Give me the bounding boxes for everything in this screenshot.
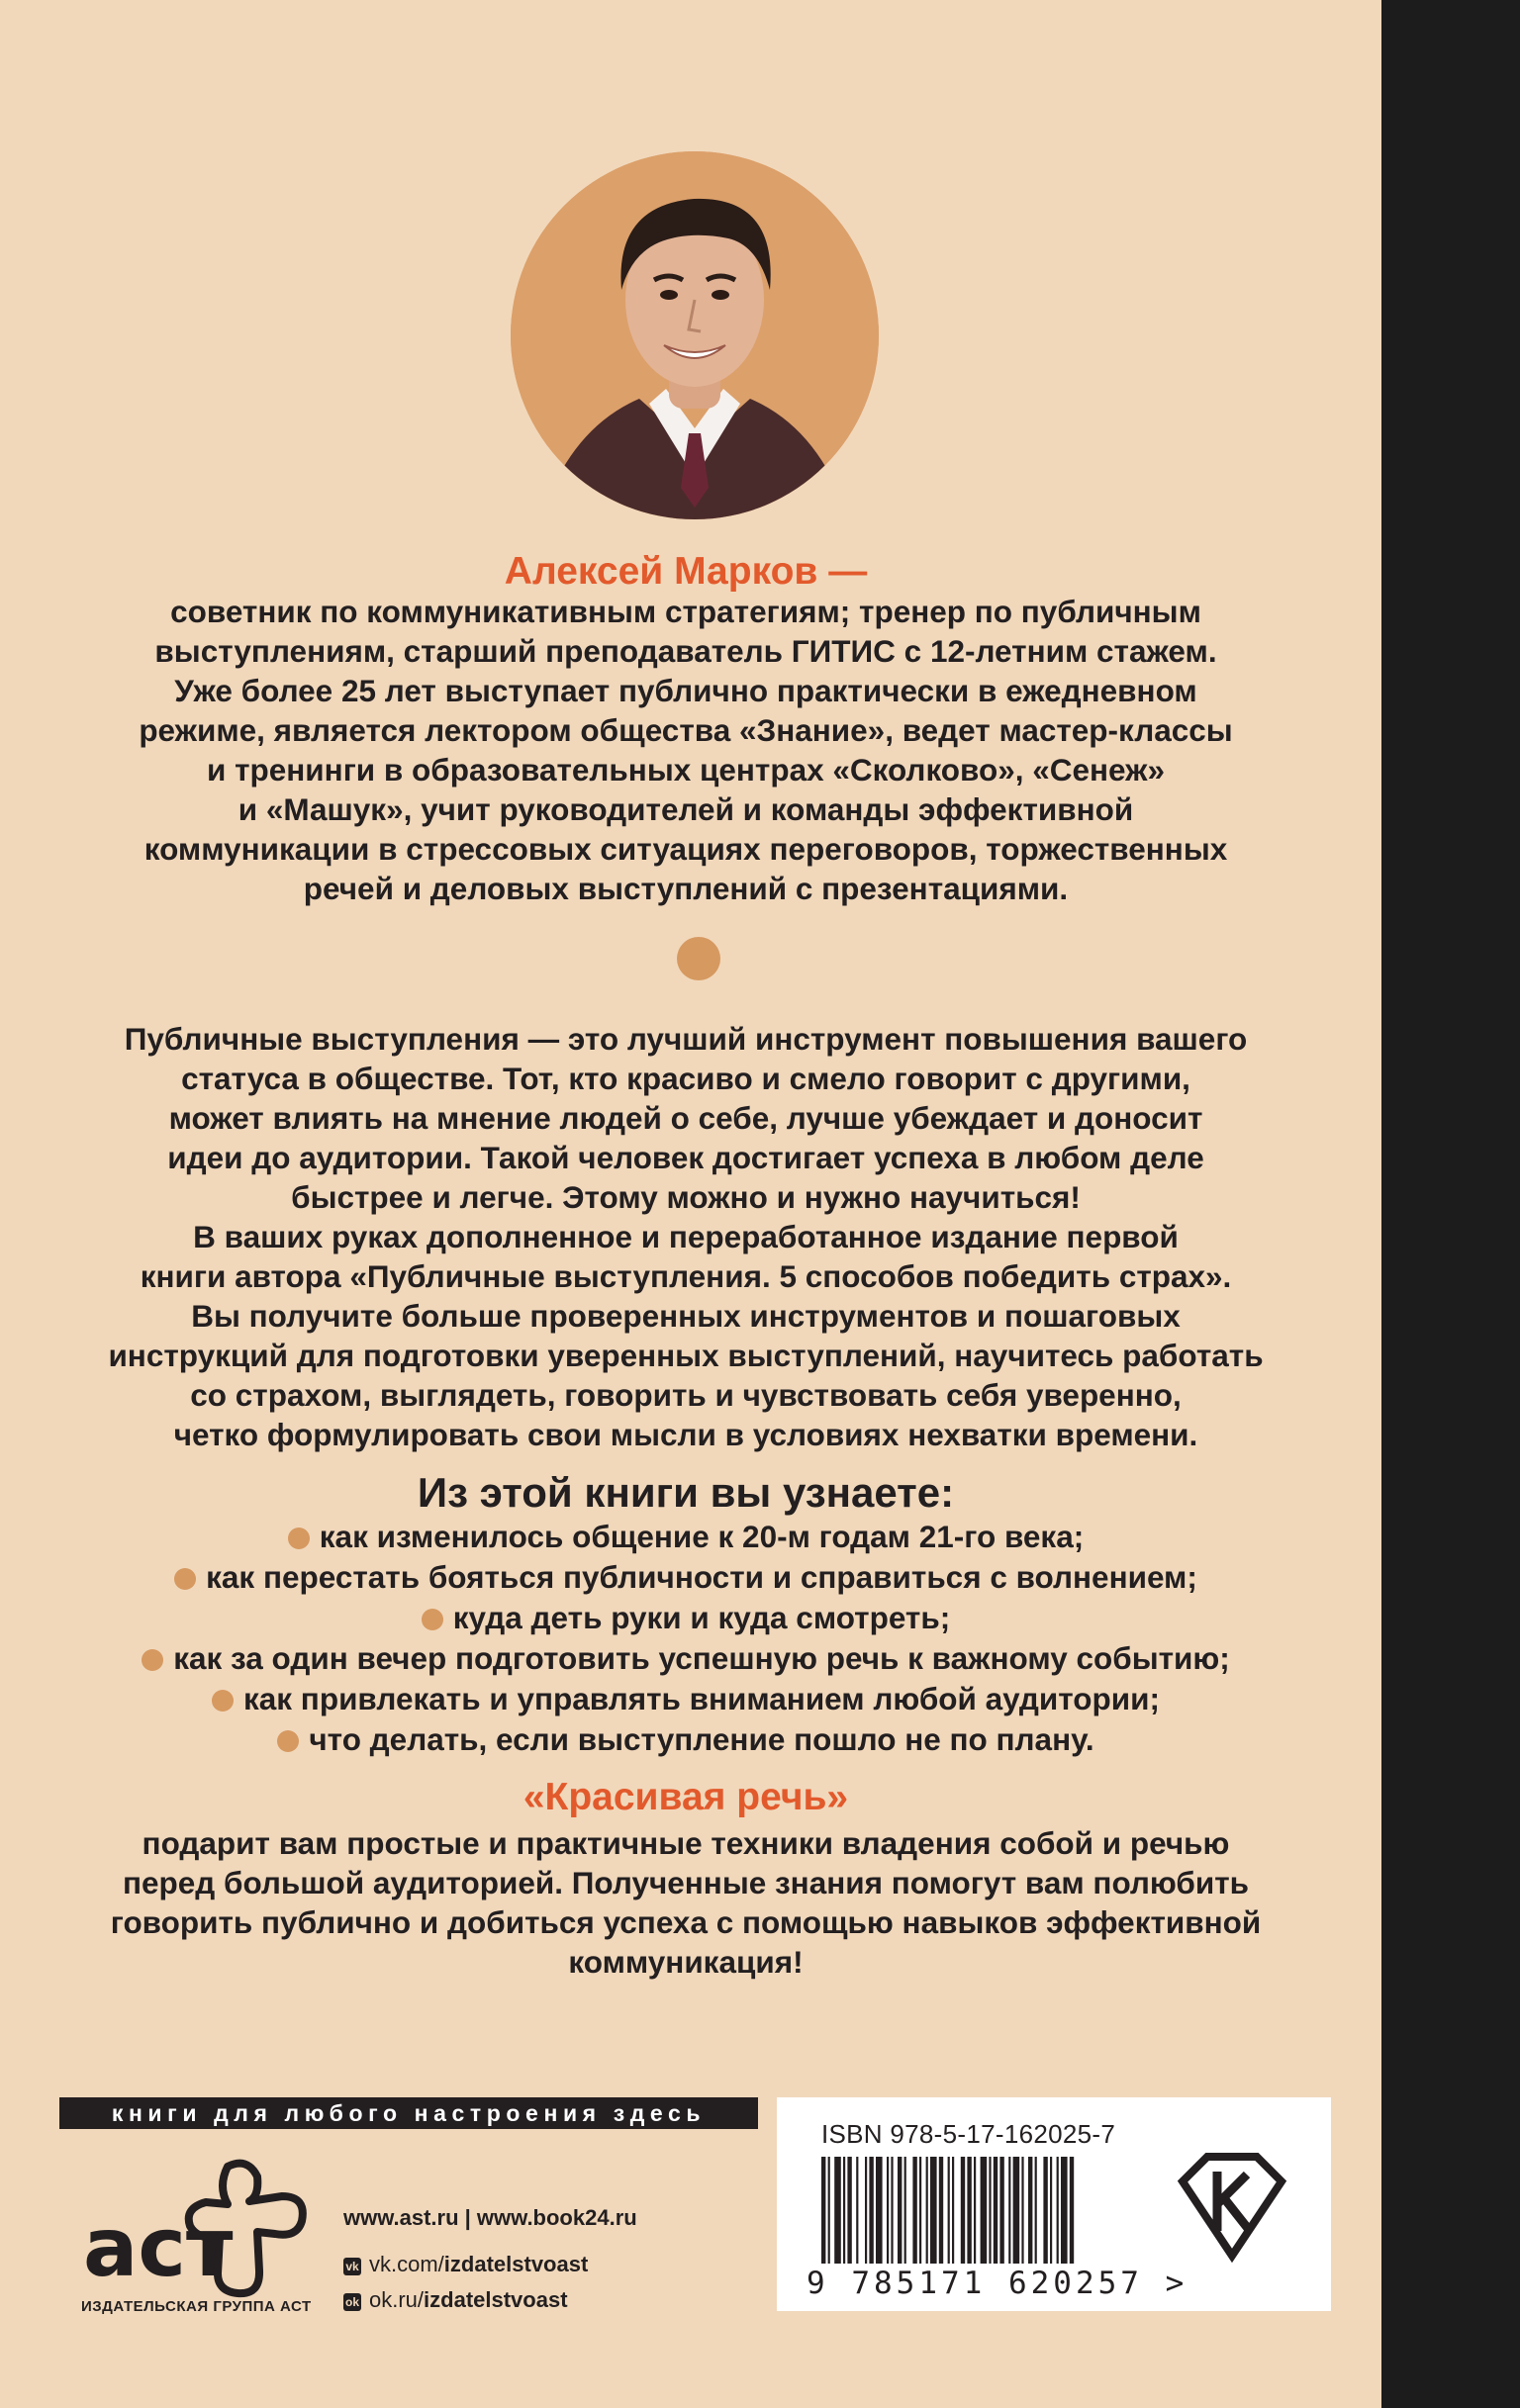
bullet-dot-icon xyxy=(422,1609,443,1630)
bullet-dot-icon xyxy=(142,1649,163,1671)
bullet-dot-icon xyxy=(174,1568,196,1590)
publisher-tagline: книги для любого настроения здесь xyxy=(59,2097,758,2129)
barcode-bar xyxy=(843,2157,845,2264)
bio-line: выступлениям, старший преподаватель ГИТИС с 12-летним стажем. xyxy=(154,633,1217,669)
description-line: быстрее и легче. Этому можно и нужно научиться! xyxy=(291,1179,1081,1215)
barcode-bar xyxy=(887,2157,889,2264)
learn-item: куда деть руки и куда смотреть; xyxy=(59,1598,1312,1638)
author-name-heading: Алексей Марков — xyxy=(504,550,868,593)
closing-heading: «Красивая речь» xyxy=(522,1776,849,1818)
k-diamond-logo xyxy=(1163,2137,1301,2275)
barcode-bar xyxy=(898,2157,902,2264)
barcode-bar xyxy=(994,2157,998,2264)
ean-digits: 9 785171 620257 > xyxy=(807,2266,1188,2301)
learn-list xyxy=(59,1517,1312,1760)
closing-line: подарит вам простые и практичные техники владения собой и речью xyxy=(142,1825,1230,1861)
description-line: четко формулировать свои мысли в условиях нехватки времени. xyxy=(173,1417,1198,1452)
barcode-bar xyxy=(869,2157,873,2264)
barcode-bar xyxy=(1008,2157,1010,2264)
websites-links[interactable]: www.ast.ru | www.book24.ru xyxy=(343,2205,637,2230)
ast-logo xyxy=(79,2147,322,2305)
description-line: статуса в обществе. Тот, кто красиво и смело говорит с другими, xyxy=(181,1061,1190,1096)
bio-line: и тренинги в образовательных центрах «Сколково», «Сенеж» xyxy=(206,752,1166,787)
barcode-bar xyxy=(904,2157,906,2264)
barcode-bar xyxy=(847,2157,851,2264)
description-line: со страхом, выглядеть, говорить и чувствовать себя уверенно, xyxy=(190,1377,1182,1413)
barcode-bar xyxy=(876,2157,883,2264)
bullet-dot-icon xyxy=(288,1528,310,1549)
barcode-bar xyxy=(1021,2157,1023,2264)
barcode-bar xyxy=(828,2157,830,2264)
learn-item: как за один вечер подготовить успешную речь к важному событию; xyxy=(59,1638,1312,1679)
bio-line: коммуникации в стрессовых ситуациях переговоров, торжественных xyxy=(143,831,1228,867)
barcode-bar xyxy=(821,2157,825,2264)
ok-link[interactable]: ok ok.ru/izdatelstvoast xyxy=(344,2287,568,2312)
bio-line: советник по коммуникативным стратегиям; тренер по публичным xyxy=(170,594,1201,629)
barcode-bar xyxy=(939,2157,943,2264)
barcode-bar xyxy=(1043,2157,1047,2264)
description-line: может влиять на мнение людей о себе, лучше убеждает и доносит xyxy=(168,1100,1203,1136)
barcode xyxy=(821,2157,1148,2264)
barcode-bar xyxy=(1050,2157,1052,2264)
barcode-bar xyxy=(1057,2157,1059,2264)
barcode-bar xyxy=(1061,2157,1068,2264)
closing-line: перед большой аудиторией. Полученные знания помогут вам полюбить xyxy=(122,1865,1250,1900)
author-photo xyxy=(511,151,879,519)
bio-line: режиме, является лектором общества «Знание», ведет мастер-классы xyxy=(139,712,1233,748)
barcode-bar xyxy=(834,2157,841,2264)
barcode-bar xyxy=(952,2157,954,2264)
learn-item: как привлекать и управлять вниманием любой аудитории; xyxy=(59,1679,1312,1719)
closing-line: коммуникация! xyxy=(568,1944,804,1980)
barcode-bar xyxy=(1028,2157,1032,2264)
barcode-bar xyxy=(865,2157,867,2264)
barcode-bar xyxy=(989,2157,991,2264)
bio-line: Уже более 25 лет выступает публично практически в ежедневном xyxy=(174,673,1197,708)
barcode-bar xyxy=(981,2157,988,2264)
description-line: идеи до аудитории. Такой человек достигает успеха в любом деле xyxy=(167,1140,1204,1175)
book-spine-edge xyxy=(1381,0,1520,2408)
barcode-bar xyxy=(948,2157,950,2264)
barcode-bar xyxy=(919,2157,921,2264)
isbn-number: ISBN 978-5-17-162025-7 xyxy=(821,2119,1116,2149)
barcode-bar xyxy=(856,2157,858,2264)
learn-item: как изменилось общение к 20-м годам 21-го века; xyxy=(59,1517,1312,1557)
barcode-bar xyxy=(961,2157,965,2264)
description-line: книги автора «Публичные выступления. 5 способов победить страх». xyxy=(140,1258,1232,1294)
barcode-bar xyxy=(974,2157,976,2264)
vk-icon: vk xyxy=(343,2258,361,2275)
bullet-dot-icon xyxy=(212,1690,234,1712)
barcode-bar xyxy=(1013,2157,1020,2264)
closing-text xyxy=(59,1823,1312,1982)
barcode-bar xyxy=(999,2157,1003,2264)
description-line: Публичные выступления — это лучший инструмент повышения вашего xyxy=(124,1021,1248,1057)
barcode-bar xyxy=(930,2157,937,2264)
description-line: Вы получите больше проверенных инструментов и пошаговых xyxy=(191,1298,1181,1334)
barcode-bar xyxy=(926,2157,928,2264)
barcode-bar xyxy=(891,2157,893,2264)
bio-line: речей и деловых выступлений с презентациями. xyxy=(303,871,1069,906)
barcode-panel xyxy=(777,2097,1331,2311)
barcode-bar xyxy=(1035,2157,1037,2264)
ok-icon: ok xyxy=(344,2295,359,2309)
learn-item: что делать, если выступление пошло не по плану. xyxy=(59,1719,1312,1760)
barcode-bar xyxy=(912,2157,916,2264)
bio-line: и «Машук», учит руководителей и команды эффективной xyxy=(238,791,1134,827)
svg-text:аст: аст xyxy=(83,2201,234,2295)
author-bio xyxy=(59,592,1312,908)
description-line: В ваших руках дополненное и переработанное издание первой xyxy=(193,1219,1179,1254)
book-description xyxy=(59,1019,1312,1454)
vk-link[interactable]: vk vk.com/izdatelstvoast xyxy=(343,2252,588,2277)
barcode-bar xyxy=(1070,2157,1074,2264)
bullet-dot-icon xyxy=(277,1730,299,1752)
closing-line: говорить публично и добиться успеха с помощью навыков эффективной xyxy=(110,1904,1262,1940)
description-line: инструкций для подготовки уверенных выступлений, научитесь работать xyxy=(108,1338,1264,1373)
learn-heading: Из этой книги вы узнаете: xyxy=(417,1469,955,1516)
barcode-bar xyxy=(967,2157,971,2264)
learn-item: как перестать бояться публичности и справиться с волнением; xyxy=(59,1557,1312,1598)
publisher-name: ИЗДАТЕЛЬСКАЯ ГРУППА АСТ xyxy=(81,2298,312,2315)
section-divider-dot xyxy=(677,937,720,980)
